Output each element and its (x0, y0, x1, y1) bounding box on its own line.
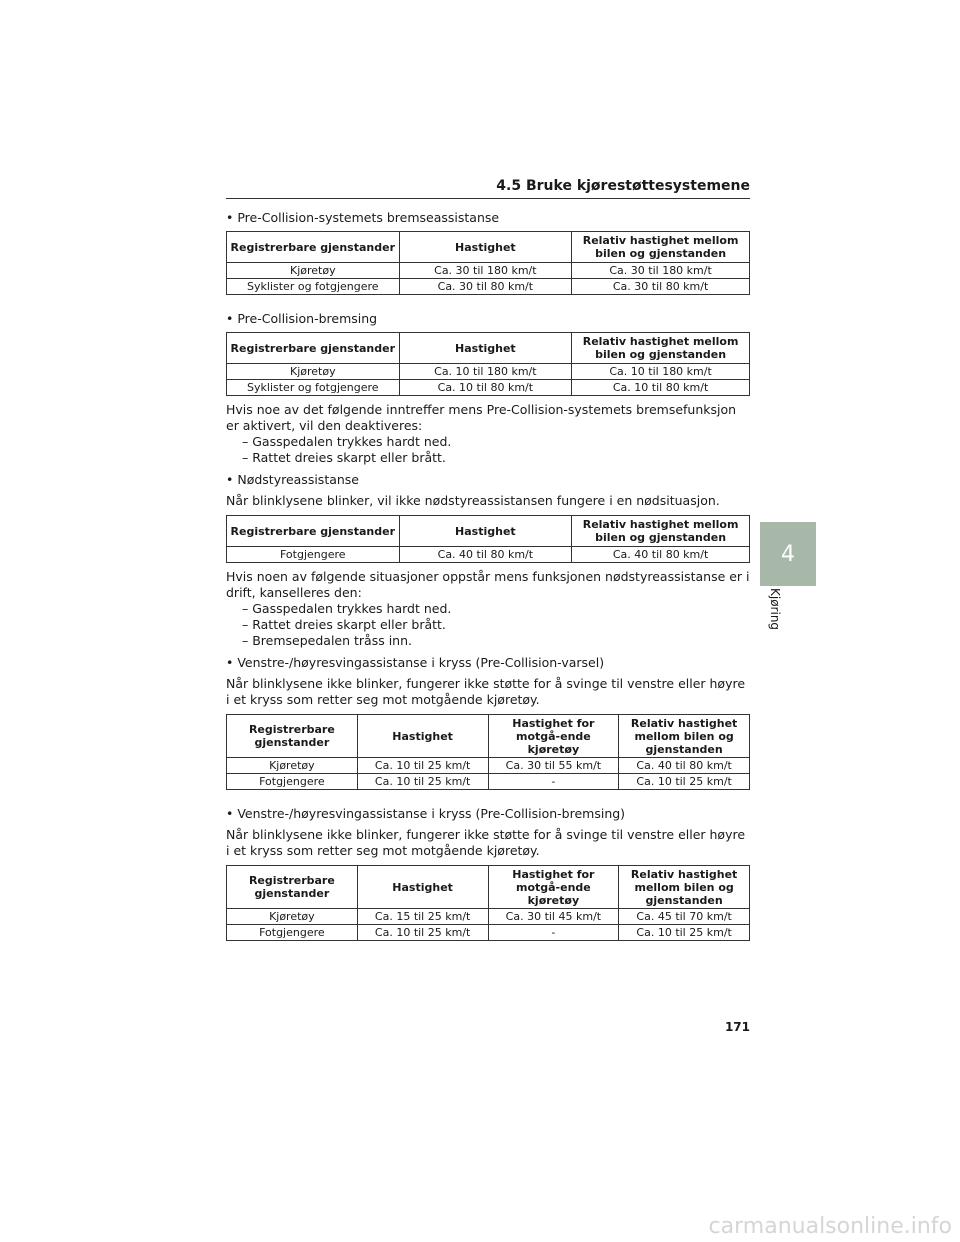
chapter-tab: 4 (760, 522, 816, 586)
paragraph: Når blinklysene blinker, vil ikke nødstyreassistansen fungere i en nødsituasjon. (226, 493, 720, 508)
paragraph: Hvis noen av følgende situasjoner oppstår mens funksjonen nødstyreassistanse er i drift, kanselleres den: (226, 569, 750, 600)
column-header: Registrerbare gjenstander (227, 232, 400, 263)
list-item: – Gasspedalen trykkes hardt ned. (242, 434, 452, 449)
column-header: Relativ hastighet mellom bilen og gjenstanden (619, 715, 750, 758)
list-item: – Gasspedalen trykkes hardt ned. (242, 601, 452, 616)
table-cell: Kjøretøy (227, 758, 358, 774)
column-header: Hastighet (357, 715, 488, 758)
table-cell: Ca. 30 til 45 km/t (488, 909, 619, 925)
page-content (226, 210, 750, 957)
column-header: Relativ hastighet mellom bilen og gjenstanden (572, 232, 750, 263)
chapter-label: Kjøring (768, 588, 782, 631)
list-item: – Rattet dreies skarpt eller brått. (242, 617, 446, 632)
section-bullet: • Venstre-/høyresvingassistanse i kryss (Pre-Collision-varsel) (226, 655, 605, 670)
table-cell: Ca. 40 til 80 km/t (619, 758, 750, 774)
watermark: carmanualsonline.info (708, 1214, 952, 1239)
spec-table (226, 231, 750, 295)
table-cell: Ca. 15 til 25 km/t (357, 909, 488, 925)
table-cell: Ca. 10 til 25 km/t (619, 925, 750, 941)
column-header: Hastighet for motgå-ende kjøretøy (488, 866, 619, 909)
table-cell: Ca. 30 til 55 km/t (488, 758, 619, 774)
column-header: Hastighet (399, 232, 572, 263)
table-row (227, 547, 750, 563)
table-row (227, 774, 750, 790)
table-cell: - (488, 774, 619, 790)
sub-list (226, 434, 750, 466)
column-header: Hastighet (399, 333, 572, 364)
column-header: Registrerbare gjenstander (227, 516, 400, 547)
column-header: Relativ hastighet mellom bilen og gjenstanden (572, 333, 750, 364)
paragraph: Når blinklysene ikke blinker, fungerer ikke støtte for å svinge til venstre eller høyre i et kryss som retter seg mot motgående kjøretøy. (226, 676, 746, 707)
table-cell: Ca. 30 til 80 km/t (399, 279, 572, 295)
table-cell: Ca. 10 til 25 km/t (357, 774, 488, 790)
table-row (227, 263, 750, 279)
table-cell: Fotgjengere (227, 925, 358, 941)
column-header: Relativ hastighet mellom bilen og gjenstanden (572, 516, 750, 547)
table-cell: Kjøretøy (227, 263, 400, 279)
table-cell: Ca. 10 til 25 km/t (357, 925, 488, 941)
column-header: Hastighet (399, 516, 572, 547)
table-cell: Ca. 10 til 80 km/t (399, 380, 572, 396)
table-row (227, 758, 750, 774)
table-row (227, 364, 750, 380)
spec-table (226, 332, 750, 396)
table-header-row (227, 866, 750, 909)
section-bullet: • Pre-Collision-systemets bremseassistanse (226, 210, 500, 225)
list-item: – Bremsepedalen tråss inn. (242, 633, 413, 648)
column-header: Hastighet for motgå-ende kjøretøy (488, 715, 619, 758)
column-header: Hastighet (357, 866, 488, 909)
table-cell: Fotgjengere (227, 547, 400, 563)
table-row (227, 925, 750, 941)
table-cell: Ca. 10 til 180 km/t (399, 364, 572, 380)
column-header: Registrerbare gjenstander (227, 333, 400, 364)
table-cell: Ca. 40 til 80 km/t (399, 547, 572, 563)
spec-table (226, 865, 750, 941)
page-number: 171 (724, 1020, 750, 1034)
paragraph: Hvis noe av det følgende inntreffer mens Pre-Collision-systemets bremsefunksjon er aktivert, vil den deaktiveres: (226, 402, 737, 433)
table-cell: Ca. 10 til 80 km/t (572, 380, 750, 396)
table-cell: Ca. 30 til 80 km/t (572, 279, 750, 295)
paragraph: Når blinklysene ikke blinker, fungerer ikke støtte for å svinge til venstre eller høyre i et kryss som retter seg mot motgående kjøretøy. (226, 827, 746, 858)
column-header: Relativ hastighet mellom bilen og gjenstanden (619, 866, 750, 909)
table-cell: Syklister og fotgjengere (227, 380, 400, 396)
spec-table (226, 515, 750, 563)
table-cell: Ca. 10 til 25 km/t (357, 758, 488, 774)
table-cell: - (488, 925, 619, 941)
section-bullet: • Venstre-/høyresvingassistanse i kryss (Pre-Collision-bremsing) (226, 806, 626, 821)
table-cell: Ca. 45 til 70 km/t (619, 909, 750, 925)
table-cell: Ca. 40 til 80 km/t (572, 547, 750, 563)
table-cell: Syklister og fotgjengere (227, 279, 400, 295)
table-row (227, 380, 750, 396)
column-header: Registrerbare gjenstander (227, 866, 358, 909)
table-cell: Kjøretøy (227, 364, 400, 380)
spec-table (226, 714, 750, 790)
table-cell: Ca. 10 til 180 km/t (572, 364, 750, 380)
table-cell: Kjøretøy (227, 909, 358, 925)
list-item: – Rattet dreies skarpt eller brått. (242, 450, 446, 465)
section-bullet: • Nødstyreassistanse (226, 472, 360, 487)
section-bullet: • Pre-Collision-bremsing (226, 311, 378, 326)
table-row (227, 279, 750, 295)
table-header-row (227, 232, 750, 263)
table-cell: Ca. 10 til 25 km/t (619, 774, 750, 790)
table-header-row (227, 516, 750, 547)
table-header-row (227, 715, 750, 758)
page-header: 4.5 Bruke kjørestøttesystemene (226, 178, 750, 199)
table-cell: Ca. 30 til 180 km/t (399, 263, 572, 279)
table-header-row (227, 333, 750, 364)
column-header: Registrerbare gjenstander (227, 715, 358, 758)
table-cell: Fotgjengere (227, 774, 358, 790)
sub-list (226, 601, 750, 649)
table-row (227, 909, 750, 925)
table-cell: Ca. 30 til 180 km/t (572, 263, 750, 279)
